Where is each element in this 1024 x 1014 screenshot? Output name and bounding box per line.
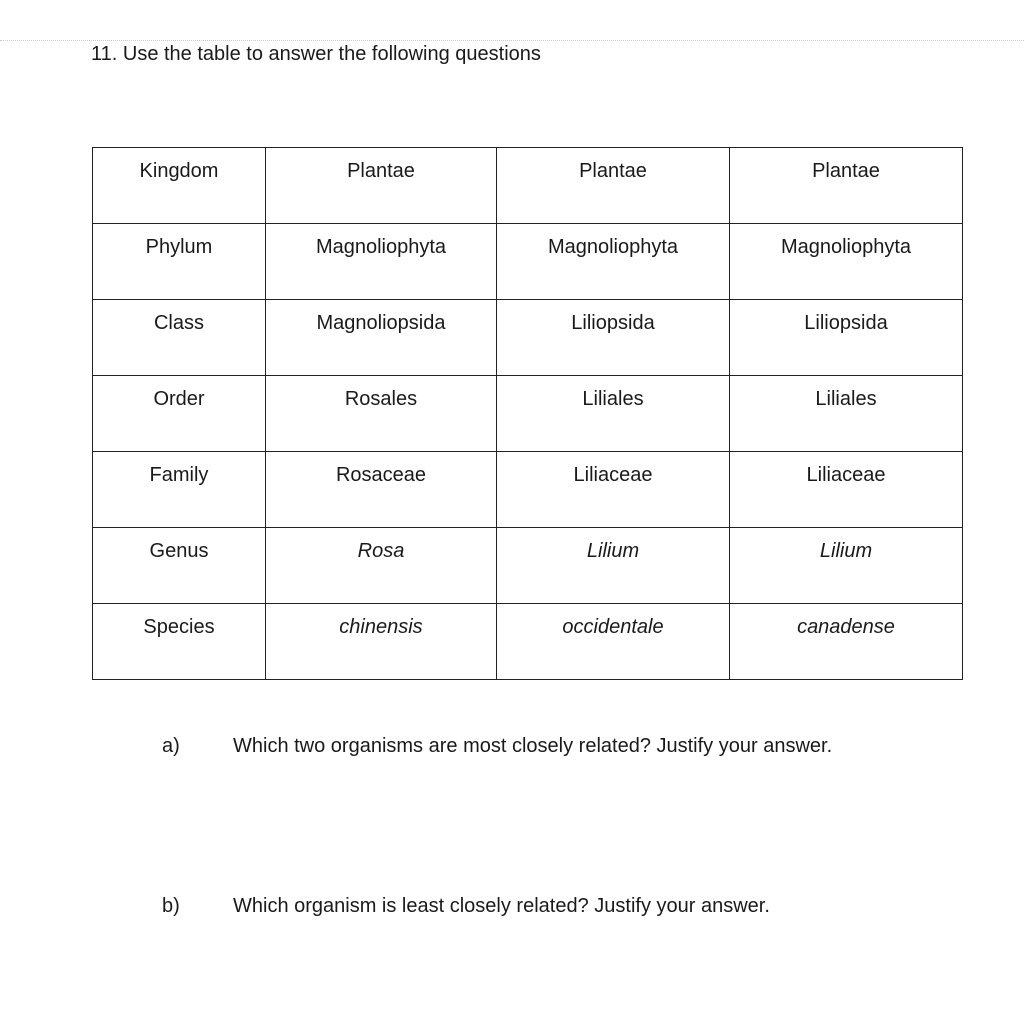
taxonomy-table [92, 147, 963, 680]
rank-label-cell [93, 528, 266, 604]
table-cell [266, 604, 497, 680]
table-row-phylum [93, 224, 963, 300]
rank-label: Kingdom [139, 160, 219, 182]
table-cell [730, 376, 963, 452]
subquestion-b-text: Which organism is least closely related? Justify your answer. [233, 895, 770, 917]
rank-label-cell [93, 224, 266, 300]
table-cell [730, 224, 963, 300]
cell-value: Liliopsida [571, 312, 655, 334]
cell-value: Magnoliophyta [547, 236, 679, 258]
cell-value: Lilium [586, 540, 640, 562]
cell-value: Plantae [347, 160, 415, 182]
rank-label-cell [93, 452, 266, 528]
rank-label-cell [93, 300, 266, 376]
table-row-class [93, 300, 963, 376]
rank-label-cell [93, 148, 266, 224]
subquestion-b-label: b) [162, 895, 180, 917]
rank-label: Class [153, 312, 204, 334]
table-cell [497, 224, 730, 300]
table-cell [497, 148, 730, 224]
cell-value: Rosales [344, 388, 418, 410]
cell-value: Magnoliopsida [316, 312, 446, 334]
cell-value: Plantae [812, 160, 880, 182]
table-cell [266, 452, 497, 528]
page-top-divider [0, 40, 1024, 41]
cell-value: Liliales [815, 388, 877, 410]
table-cell [266, 224, 497, 300]
table-row-genus [93, 528, 963, 604]
cell-value: occidentale [562, 616, 664, 638]
table-cell [497, 604, 730, 680]
table-row-species [93, 604, 963, 680]
subquestion-a-label: a) [162, 735, 180, 757]
rank-label-cell [93, 376, 266, 452]
rank-label: Genus [149, 540, 209, 562]
cell-value: Liliaceae [806, 464, 886, 486]
cell-value: Liliales [582, 388, 644, 410]
cell-value: Magnoliophyta [315, 236, 447, 258]
rank-label: Phylum [145, 236, 213, 258]
rank-label: Species [143, 616, 215, 638]
table-cell [497, 300, 730, 376]
table-row-family [93, 452, 963, 528]
table-cell [266, 528, 497, 604]
table-cell [266, 300, 497, 376]
rank-label: Family [149, 464, 209, 486]
question-title: 11. Use the table to answer the following questions [91, 43, 541, 65]
cell-value: Liliaceae [573, 464, 653, 486]
table-cell [497, 376, 730, 452]
cell-value: canadense [797, 616, 895, 638]
table-cell [730, 300, 963, 376]
table-cell [730, 528, 963, 604]
table-row-order [93, 376, 963, 452]
cell-value: Lilium [819, 540, 873, 562]
rank-label: Order [153, 388, 205, 410]
rank-label-cell [93, 604, 266, 680]
cell-value: Rosaceae [335, 464, 427, 486]
table-cell [497, 452, 730, 528]
cell-value: Rosa [357, 540, 405, 562]
cell-value: chinensis [339, 616, 423, 638]
table-cell [730, 148, 963, 224]
table-cell [266, 148, 497, 224]
table-cell [497, 528, 730, 604]
table-row-kingdom [93, 148, 963, 224]
cell-value: Magnoliophyta [780, 236, 912, 258]
cell-value: Plantae [579, 160, 647, 182]
table-cell [730, 604, 963, 680]
cell-value: Liliopsida [804, 312, 888, 334]
table-cell [730, 452, 963, 528]
subquestion-a-text: Which two organisms are most closely related? Justify your answer. [233, 735, 833, 757]
table-cell [266, 376, 497, 452]
